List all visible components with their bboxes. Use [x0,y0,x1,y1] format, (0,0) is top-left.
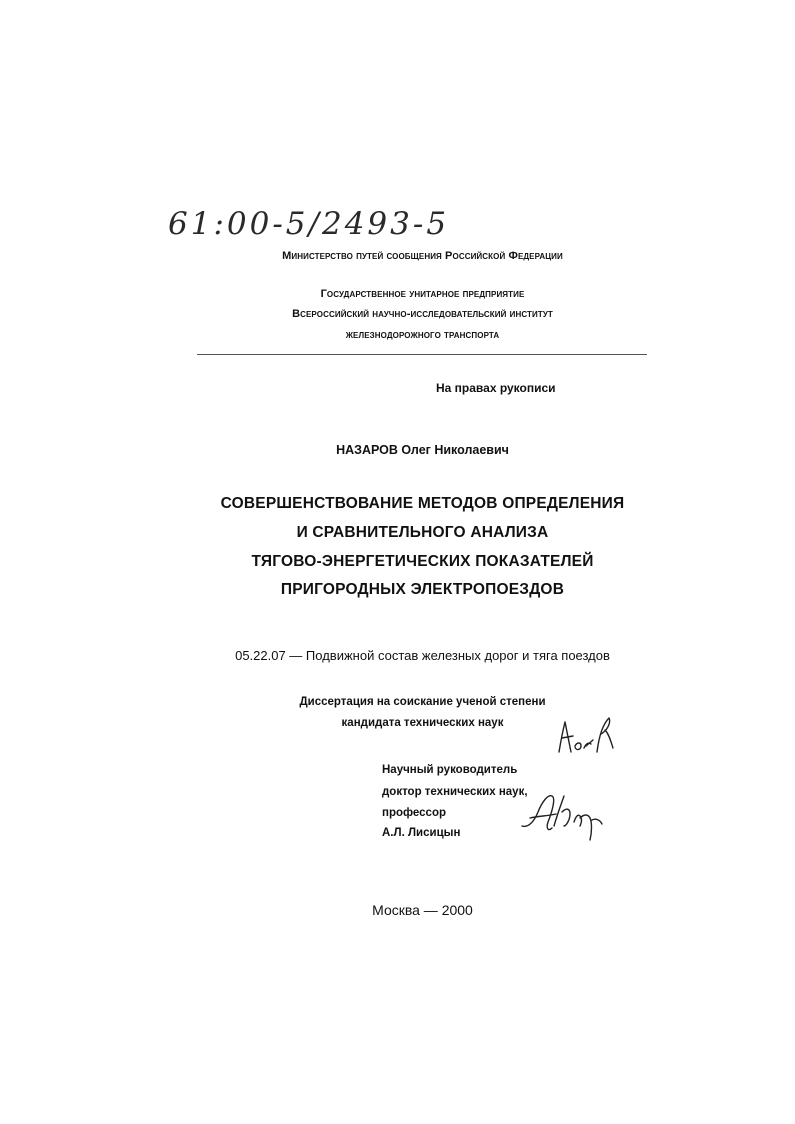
supervisor-degree: доктор технических наук, [382,786,528,798]
degree-line-1: Диссертация на соискание ученой степени [299,696,546,708]
author-signature [553,712,625,762]
header-divider [197,354,647,355]
title-line-3: ТЯГОВО-ЭНЕРГЕТИЧЕСКИХ ПОКАЗАТЕЛЕЙ [251,553,594,570]
author-name: НАЗАРОВ Олег Николаевич [336,443,509,457]
organization-line-1: Государственное унитарное предприятие [320,288,525,300]
degree-line-2: кандидата технических наук [341,717,504,729]
organization-line-3: железнодорожного транспорта [345,329,500,341]
title-line-2: И СРАВНИТЕЛЬНОГО АНАЛИЗА [296,524,549,541]
place-and-year: Москва — 2000 [372,902,473,918]
title-line-4: ПРИГОРОДНЫХ ЭЛЕКТРОПОЕЗДОВ [280,581,565,598]
archive-code: 61:00-5/2493-5 [168,206,450,242]
organization-line-2: Всероссийский научно-исследовательский институт [292,308,553,320]
rights-note: На правах рукописи [436,381,556,395]
title-line-1: СОВЕРШЕНСТВОВАНИЕ МЕТОДОВ ОПРЕДЕЛЕНИЯ [220,495,625,512]
ministry-name: Министерство путей сообщения Российской Федерации [282,250,563,262]
supervisor-signature [518,782,606,846]
supervisor-name: А.Л. Лисицын [382,827,461,839]
supervisor-title: профессор [382,807,446,819]
supervisor-role: Научный руководитель [382,764,518,776]
specialty-code: 05.22.07 — Подвижной состав железных дорог и тяга поездов [235,648,610,663]
